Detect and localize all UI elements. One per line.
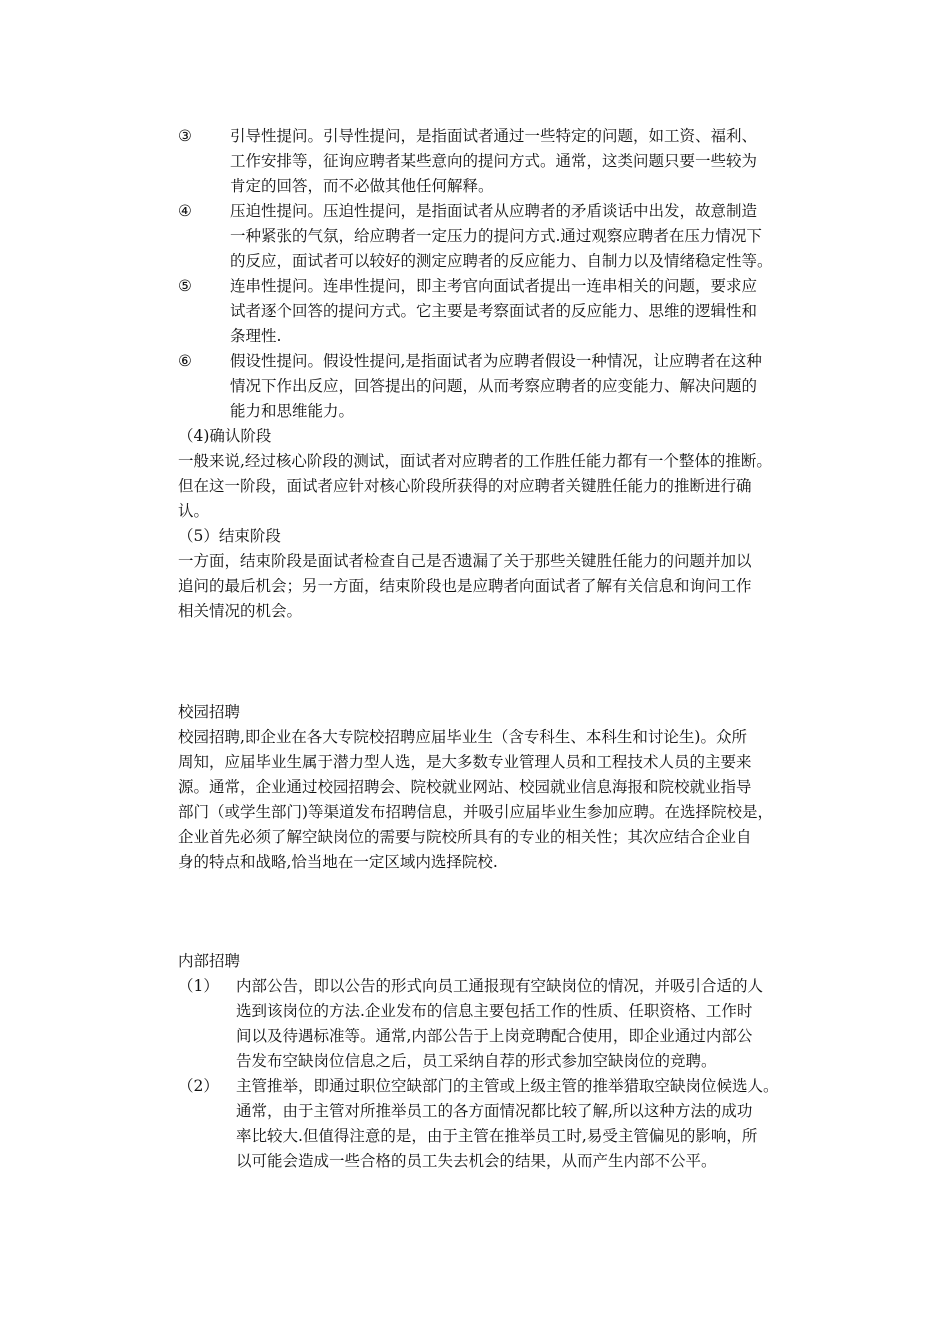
list-marker: ⑥	[178, 352, 192, 370]
list-marker: ④	[178, 202, 192, 220]
paragraph-line: 工作安排等，征询应聘者某些意向的提问方式。通常，这类问题只要一些较为	[230, 152, 758, 170]
paragraph-line: 的反应，面试者可以较好的测定应聘者的反应能力、自制力以及情绪稳定性等。	[230, 252, 773, 270]
paragraph-line: 压迫性提问。压迫性提问，是指面试者从应聘者的矛盾谈话中出发，故意制造	[230, 202, 758, 220]
paragraph-line: 企业首先必须了解空缺岗位的需要与院校所具有的专业的相关性；其次应结合企业自	[178, 828, 752, 846]
paragraph-line: 情况下作出反应，回答提出的问题，从而考察应聘者的应变能力、解决问题的	[230, 377, 758, 395]
paragraph-line: 通常，由于主管对所推举员工的各方面情况都比较了解,所以这种方法的成功	[236, 1102, 753, 1120]
paragraph-line: 主管推举，即通过职位空缺部门的主管或上级主管的推举猎取空缺岗位候选人。	[236, 1077, 779, 1095]
paragraph-line: 内部公告，即以公告的形式向员工通报现有空缺岗位的情况，并吸引合适的人	[236, 977, 764, 995]
paragraph-line: 间以及待遇标准等。通常,内部公告于上岗竞聘配合使用，即企业通过内部公	[236, 1027, 753, 1045]
section-heading: （5）结束阶段	[178, 527, 281, 545]
paragraph-line: 率比较大.但值得注意的是，由于主管在推举员工时,易受主管偏见的影响，所	[236, 1127, 758, 1145]
paragraph-line: 一般来说,经过核心阶段的测试，面试者对应聘者的工作胜任能力都有一个整体的推断。	[178, 452, 772, 470]
section-heading: 内部招聘	[178, 952, 241, 970]
list-marker: （2）	[178, 1077, 219, 1095]
paragraph-line: 追问的最后机会；另一方面，结束阶段也是应聘者向面试者了解有关信息和询问工作	[178, 577, 752, 595]
paragraph-line: 部门（或学生部门)等渠道发布招聘信息，并吸引应届毕业生参加应聘。在选择院校是，	[178, 803, 774, 821]
list-marker: ③	[178, 127, 192, 145]
paragraph-line: 选到该岗位的方法.企业发布的信息主要包括工作的性质、任职资格、工作时	[236, 1002, 753, 1020]
paragraph-line: 身的特点和战略,恰当地在一定区域内选择院校.	[178, 853, 498, 871]
paragraph-line: 校园招聘,即企业在各大专院校招聘应届毕业生（含专科生、本科生和讨论生)。众所	[178, 728, 747, 746]
paragraph-line: 相关情况的机会。	[178, 602, 303, 620]
paragraph-line: 告发布空缺岗位信息之后，员工采纳自荐的形式参加空缺岗位的竞聘。	[236, 1052, 717, 1070]
section-heading: （4)确认阶段	[178, 427, 272, 445]
paragraph-line: 能力和思维能力。	[230, 402, 355, 420]
paragraph-line: 源。通常，企业通过校园招聘会、院校就业网站、校园就业信息海报和院校就业指导	[178, 778, 752, 796]
paragraph-line: 连串性提问。连串性提问，即主考官向面试者提出一连串相关的问题，要求应	[230, 277, 758, 295]
list-marker: ⑤	[178, 277, 192, 295]
paragraph-line: 以可能会造成一些合格的员工失去机会的结果，从而产生内部不公平。	[236, 1152, 717, 1170]
paragraph-line: 但在这一阶段，面试者应针对核心阶段所获得的对应聘者关键胜任能力的推断进行确	[178, 477, 752, 495]
paragraph-line: 条理性.	[230, 327, 282, 345]
paragraph-line: 假设性提问。假设性提问,是指面试者为应聘者假设一种情况，让应聘者在这种	[230, 352, 762, 370]
paragraph-line: 引导性提问。引导性提问，是指面试者通过一些特定的问题，如工资、福利、	[230, 127, 758, 145]
paragraph-line: 一方面，结束阶段是面试者检查自己是否遗漏了关于那些关键胜任能力的问题并加以	[178, 552, 752, 570]
paragraph-line: 试者逐个回答的提问方式。它主要是考察面试者的反应能力、思维的逻辑性和	[230, 302, 758, 320]
paragraph-line: 周知，应届毕业生属于潜力型人选，是大多数专业管理人员和工程技术人员的主要来	[178, 753, 752, 771]
section-heading: 校园招聘	[178, 703, 241, 721]
paragraph-line: 认。	[178, 502, 210, 520]
paragraph-line: 肯定的回答，而不必做其他任何解释。	[230, 177, 494, 195]
paragraph-line: 一种紧张的气氛，给应聘者一定压力的提问方式.通过观察应聘者在压力情况下	[230, 227, 762, 245]
list-marker: （1）	[178, 977, 219, 995]
